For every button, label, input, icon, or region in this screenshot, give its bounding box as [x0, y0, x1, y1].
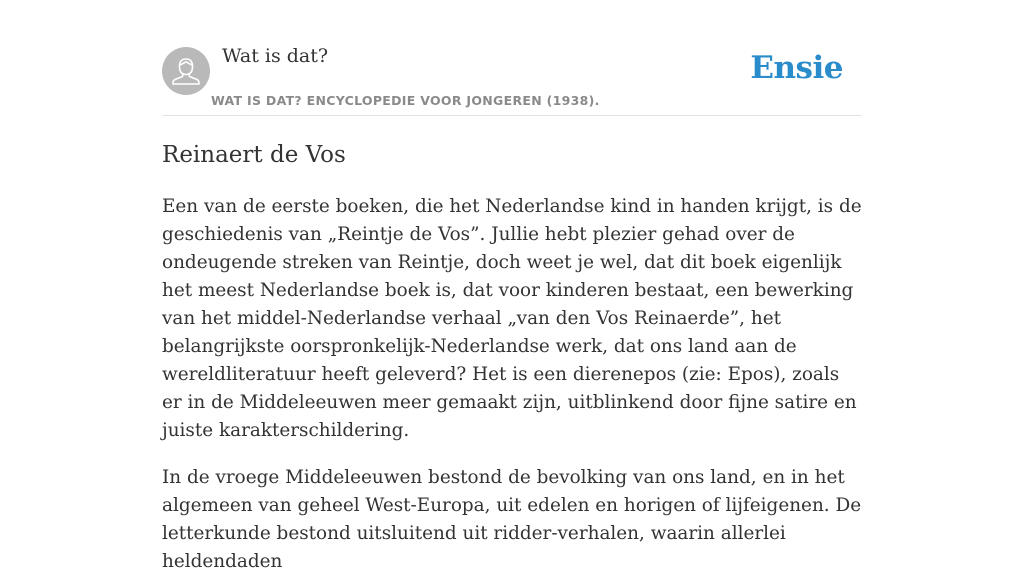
- content-column: [162, 0, 862, 576]
- article-title: Reinaert de Vos: [162, 142, 346, 168]
- user-silhouette-icon: [162, 47, 210, 95]
- source-title[interactable]: Wat is dat?: [222, 45, 329, 67]
- article-paragraph: Een van de eerste boeken, die het Nederlandse kind in handen krijgt, is de geschiedenis van „Reintje de Vos”. Jullie hebt plezier gehad over de ondeugende streken van Reintje, doch weet je wel, dat dit boek eigenlijk het meest Nederlandse boek is, dat voor kinderen bestaat, een bewerking van het middel-Nederlandse verhaal „van den Vos Reinaerde”, het belangrijkste oorspronkelijk-Nederlandse werk, dat ons land aan de wereldliteratuur heeft geleverd? Het is een dierenepos (zie: Epos), zoals er in de Middeleeuwen meer gemaakt zijn, uitblinkend door fijne satire en juiste karakterschildering.: [162, 196, 862, 441]
- brand-logo[interactable]: Ensie: [750, 50, 843, 86]
- avatar[interactable]: [162, 47, 210, 95]
- source-subtitle: WAT IS DAT? ENCYCLOPEDIE VOOR JONGEREN (1938).: [211, 93, 600, 108]
- source-header: [162, 0, 862, 116]
- article-paragraph: In de vroege Middeleeuwen bestond de bevolking van ons land, en in het algemeen van geheel West-Europa, uit edelen en horigen of lijfeigenen. De letterkunde bestond uitsluitend uit ridder-verhalen, waarin allerlei heldendaden: [162, 467, 862, 572]
